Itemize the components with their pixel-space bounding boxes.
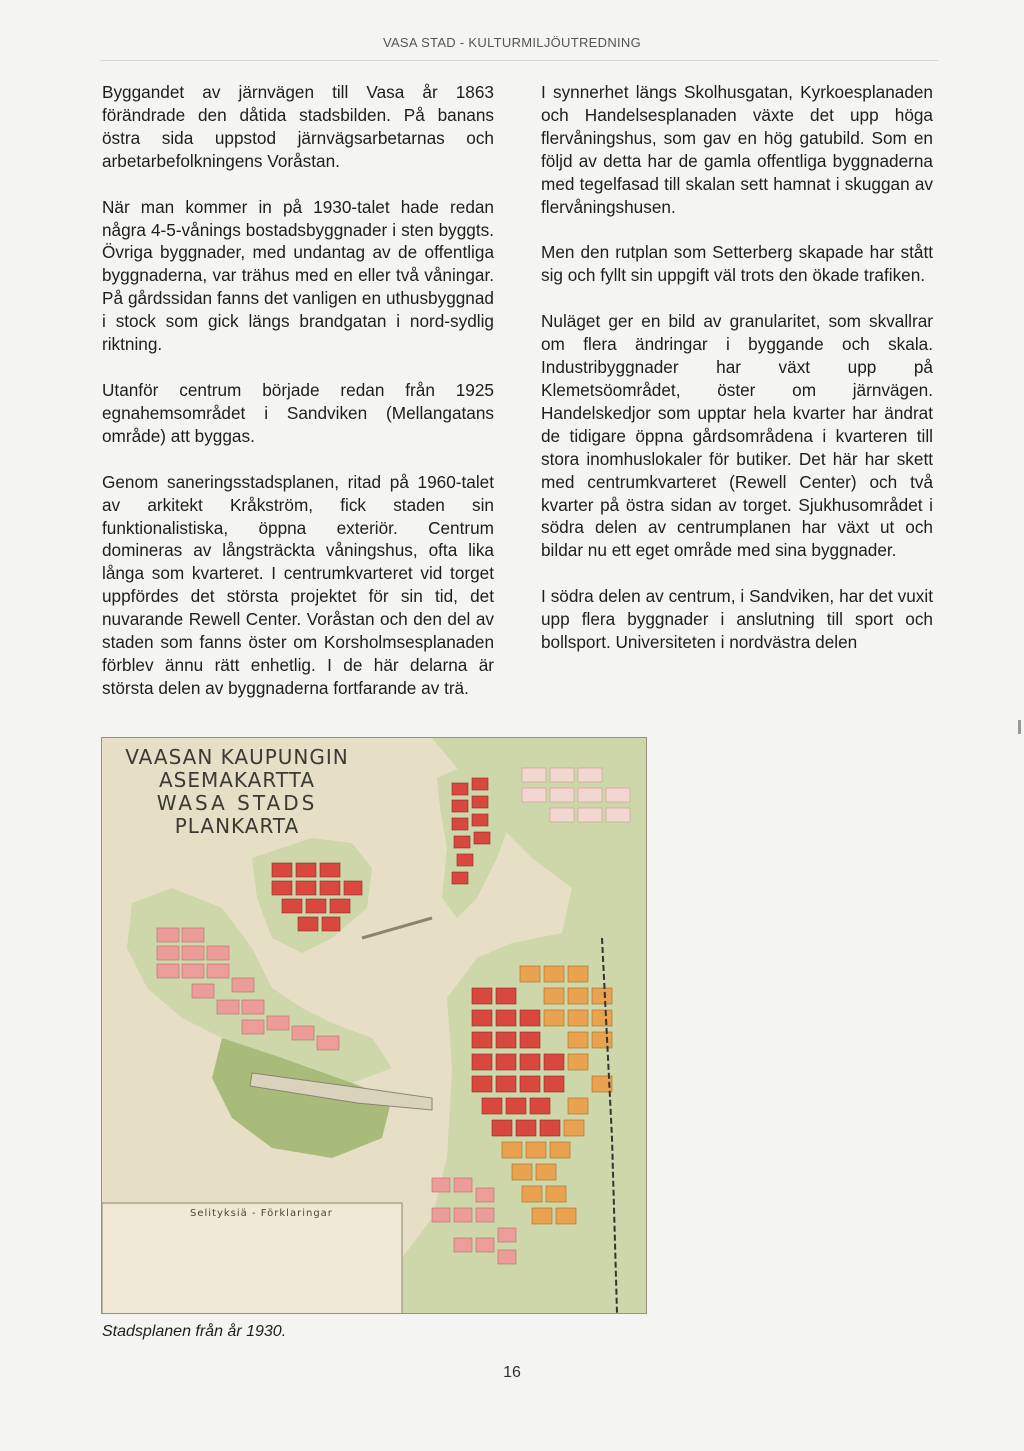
paragraph: När man kommer in på 1930-talet hade redan några 4-5-vånings bostadsbyggnader i sten byggts. Övriga byggnader, med undantag av de offentliga byggnaderna, var trähus med en eller två våningar. På gårdssidan fanns det vanligen en uthusbyggnad i stock som gick längs brandgatan i nord-sydlig riktning. <box>102 196 494 355</box>
paragraph: Genom saneringsstadsplanen, ritad på 1960-talet av arkitekt Kråkström, fick staden sin funktionalistiska, öppna exteriör. Centrum domineras av långsträckta våningshus, ofta lika långa som kvarteret. I centrumkvarteret vid torget uppfördes det största projektet för sin tid, det nuvarande Rewell Center. Voråstan och den del av staden som fanns öster om Korsholmsesplanaden förblev ännu rätt enhetlig. I de här delarna är största delen av byggnaderna fortfarande av trä. <box>102 471 494 698</box>
paragraph: I södra delen av centrum, i Sandviken, har det vuxit upp flera byggnader i anslutning till sport och bollsport. Universiteten i nordvästra delen <box>541 586 933 653</box>
map-title-block <box>102 746 372 838</box>
paragraph: Byggandet av järnvägen till Vasa år 1863 förändrade den dåtida stadsbilden. På banans östra sida uppstod järnvägsarbetarnas och arbetarbefolkningens Voråstan. <box>102 82 494 171</box>
map-title-sv-line2: PLANKARTA <box>174 814 300 838</box>
right-text-column <box>541 81 933 654</box>
left-text-column <box>102 81 494 700</box>
city-plan-map <box>101 737 647 1314</box>
map-title-sv-line1: WASA STADS <box>156 791 318 815</box>
page-number: 16 <box>503 1364 521 1381</box>
header-divider <box>100 60 938 61</box>
paragraph: Utanför centrum började redan från 1925 egnahemsområdet i Sandviken (Mellangatans område) att byggas. <box>102 379 494 446</box>
map-legend-title: Selityksiä - Förklaringar <box>190 1208 333 1219</box>
map-title-fi-line1: VAASAN KAUPUNGIN <box>125 745 349 769</box>
paragraph: Nuläget ger en bild av granularitet, som skvallrar om flera ändringar i byggande och skala. Industribyggnader har växt upp på Klemetsöområdet, öster om järnvägen. Handelskedjor som upptar hela kvarter har ändrat de tidigare öppna gårdsområdena i kvarteren till stora inomhuslokaler för butiker. Det här har skett med centrumkvarteret (Rewell Center) och två kvarter på östra sidan av torget. Sjukhusområdet i södra delen av centrumplanen har växt ut och bildar nu ett eget område med sina byggnader. <box>541 311 933 561</box>
paragraph: Men den rutplan som Setterberg skapade har stått sig och fyllt sin uppgift väl trots den ökade trafiken. <box>541 242 933 286</box>
running-header: VASA STAD - KULTURMILJÖUTREDNING <box>382 35 642 50</box>
legend-box <box>102 1203 402 1313</box>
scan-edge-mark <box>1018 720 1021 734</box>
paragraph: I synnerhet längs Skolhusgatan, Kyrkoesplanaden och Handelsesplanaden växte det upp höga flervåningshus, som gav en hög gatubild. Som en följd av detta har de gamla offentliga byggnaderna med tegelfasad till skalan sett hamnat i skuggan av flervåningshusen. <box>541 82 933 217</box>
figure-caption: Stadsplanen från år 1930. <box>102 1323 287 1340</box>
map-title-fi-line2: ASEMAKARTTA <box>158 768 316 792</box>
